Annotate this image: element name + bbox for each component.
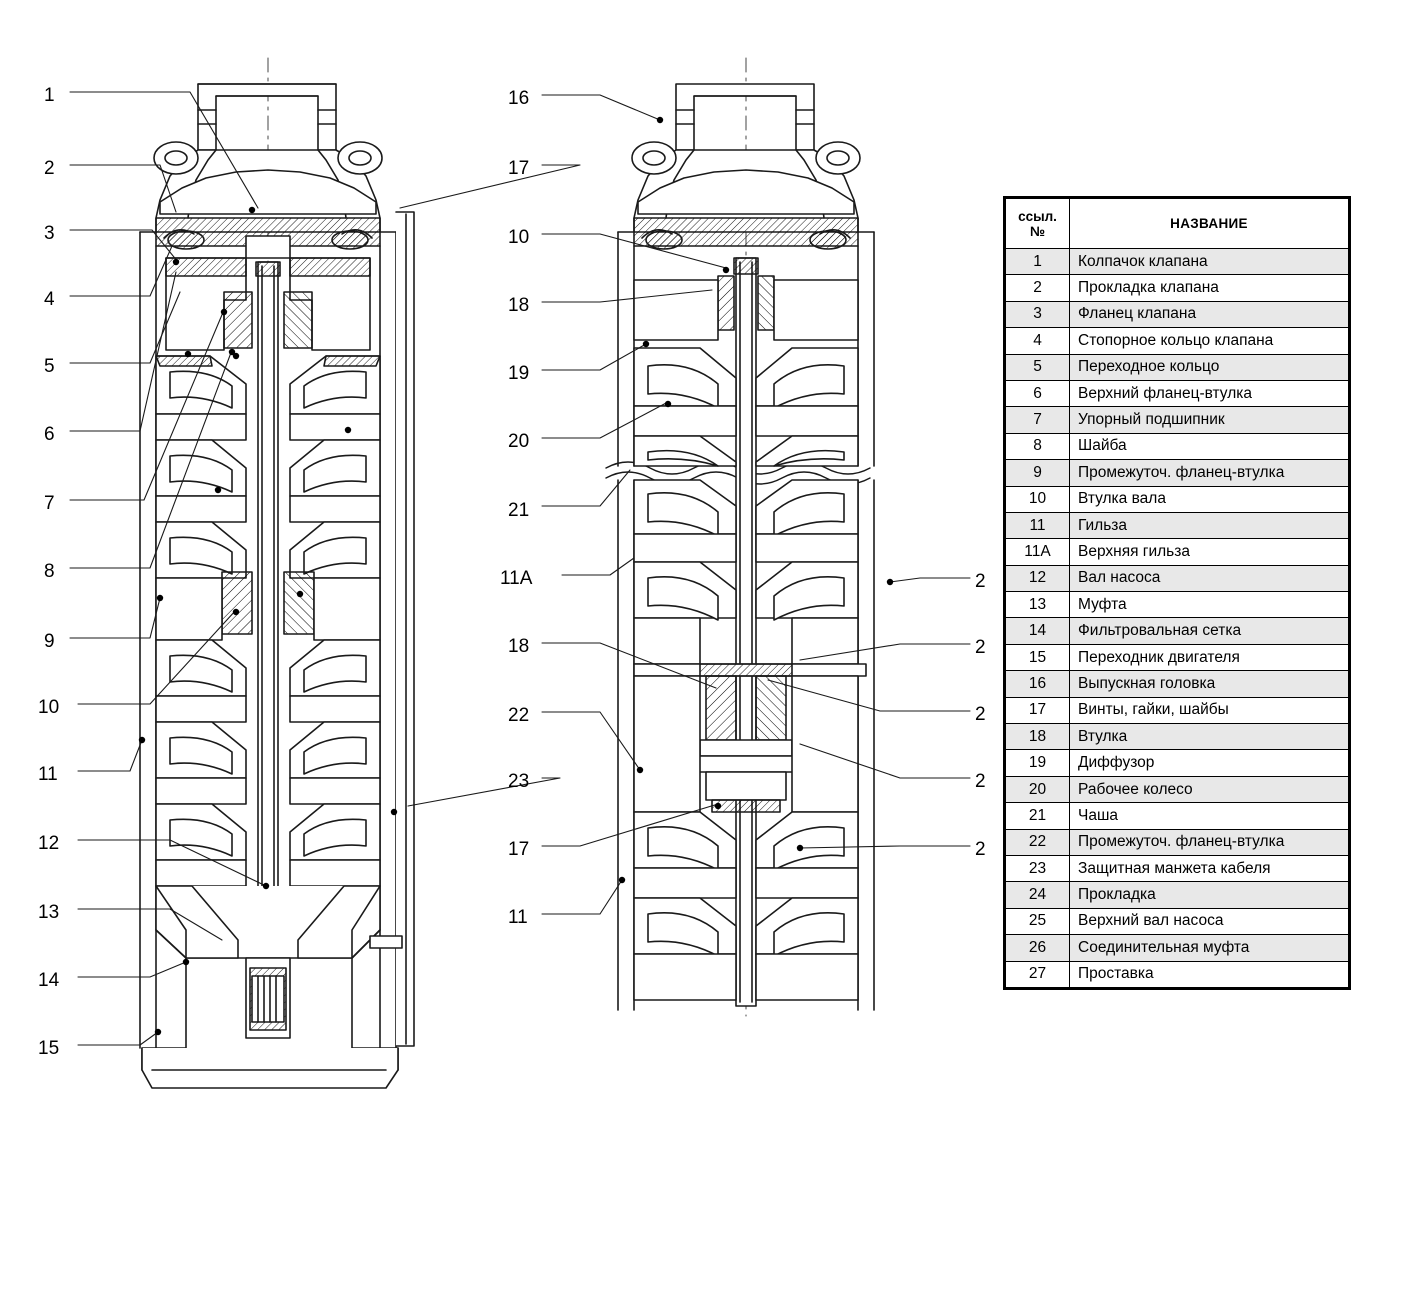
cell-name: Верхний фланец-втулка (1070, 380, 1349, 406)
cell-ref: 11А (1006, 539, 1070, 565)
cell-name: Прокладка клапана (1070, 275, 1349, 301)
callout-16: 16 (508, 88, 530, 109)
table-row (1006, 882, 1349, 908)
table-row (1006, 539, 1349, 565)
callout-10: 10 (38, 697, 60, 718)
cell-ref: 2 (1006, 275, 1070, 301)
callout-5: 5 (44, 356, 55, 377)
cell-ref: 17 (1006, 697, 1070, 723)
table-header-row (1006, 199, 1349, 249)
callout-right-3: 2 (975, 704, 986, 725)
callout-14: 14 (38, 970, 60, 991)
cell-ref: 11 (1006, 512, 1070, 538)
table-row (1006, 750, 1349, 776)
callout-17-low: 17 (508, 839, 530, 860)
callout-17-top: 17 (508, 158, 530, 179)
cell-name: Шайба (1070, 433, 1349, 459)
cell-name: Рабочее колесо (1070, 776, 1349, 802)
callout-2: 2 (44, 158, 55, 179)
cell-name: Муфта (1070, 592, 1349, 618)
table-row (1006, 433, 1349, 459)
table-row (1006, 275, 1349, 301)
cell-ref: 4 (1006, 328, 1070, 354)
table-row (1006, 644, 1349, 670)
cell-ref: 26 (1006, 935, 1070, 961)
cell-ref: 25 (1006, 908, 1070, 934)
table-row (1006, 460, 1349, 486)
table-row (1006, 829, 1349, 855)
callout-11: 11 (38, 764, 58, 785)
table-row (1006, 908, 1349, 934)
callout-right-2: 2 (975, 637, 986, 658)
header-ref (1006, 199, 1070, 249)
cell-ref: 14 (1006, 618, 1070, 644)
cell-name: Втулка вала (1070, 486, 1349, 512)
callout-19: 19 (508, 363, 530, 384)
cell-ref: 10 (1006, 486, 1070, 512)
callout-13: 13 (38, 902, 60, 923)
cell-ref: 23 (1006, 855, 1070, 881)
cell-ref: 9 (1006, 460, 1070, 486)
callout-1: 1 (44, 85, 55, 106)
cell-ref: 19 (1006, 750, 1070, 776)
cell-ref: 3 (1006, 301, 1070, 327)
callout-4: 4 (44, 289, 55, 310)
cell-ref: 7 (1006, 407, 1070, 433)
cell-name: Фильтровальная сетка (1070, 618, 1349, 644)
table-row (1006, 961, 1349, 987)
cell-ref: 15 (1006, 644, 1070, 670)
header-ref-line1: ссыл. (1018, 208, 1057, 224)
cell-name: Колпачок клапана (1070, 249, 1349, 275)
cell-ref: 12 (1006, 565, 1070, 591)
table-row (1006, 803, 1349, 829)
cell-name: Стопорное кольцо клапана (1070, 328, 1349, 354)
table-row (1006, 565, 1349, 591)
cell-name: Переходное кольцо (1070, 354, 1349, 380)
cell-name: Выпускная головка (1070, 671, 1349, 697)
cell-name: Переходник двигателя (1070, 644, 1349, 670)
parts-legend-table (1003, 196, 1351, 990)
cell-ref: 24 (1006, 882, 1070, 908)
callout-9: 9 (44, 631, 55, 652)
cell-ref: 5 (1006, 354, 1070, 380)
cell-name: Верхний вал насоса (1070, 908, 1349, 934)
table-row (1006, 328, 1349, 354)
table-row (1006, 301, 1349, 327)
table-row (1006, 354, 1349, 380)
cell-ref: 6 (1006, 380, 1070, 406)
cell-ref: 16 (1006, 671, 1070, 697)
callout-11-low: 11 (508, 907, 528, 928)
cell-name: Защитная манжета кабеля (1070, 855, 1349, 881)
cell-name: Промежуточ. фланец-втулка (1070, 829, 1349, 855)
callout-right-4: 2 (975, 771, 986, 792)
cell-name: Фланец клапана (1070, 301, 1349, 327)
table-row (1006, 380, 1349, 406)
cell-ref: 8 (1006, 433, 1070, 459)
table-row (1006, 671, 1349, 697)
cell-ref: 27 (1006, 961, 1070, 987)
cell-name: Упорный подшипник (1070, 407, 1349, 433)
callout-right-5: 2 (975, 839, 986, 860)
table-row (1006, 486, 1349, 512)
callout-21: 21 (508, 500, 530, 521)
cell-name: Диффузор (1070, 750, 1349, 776)
cell-name: Втулка (1070, 724, 1349, 750)
callout-18-top: 18 (508, 295, 530, 316)
table-row (1006, 724, 1349, 750)
table-row (1006, 592, 1349, 618)
table-row (1006, 776, 1349, 802)
callout-8: 8 (44, 561, 55, 582)
callout-15: 15 (38, 1038, 60, 1059)
callout-18-mid: 18 (508, 636, 530, 657)
cell-name: Верхняя гильза (1070, 539, 1349, 565)
header-ref-line2: № (1029, 223, 1046, 239)
callout-11a: 11A (500, 568, 533, 589)
callout-3: 3 (44, 223, 55, 244)
cell-name: Гильза (1070, 512, 1349, 538)
table-row (1006, 618, 1349, 644)
cell-name: Вал насоса (1070, 565, 1349, 591)
cell-ref: 21 (1006, 803, 1070, 829)
table-row (1006, 512, 1349, 538)
callout-right-1: 2 (975, 571, 986, 592)
callout-6: 6 (44, 424, 55, 445)
table-row (1006, 855, 1349, 881)
cell-ref: 22 (1006, 829, 1070, 855)
cell-name: Чаша (1070, 803, 1349, 829)
callout-23: 23 (508, 771, 530, 792)
cell-ref: 20 (1006, 776, 1070, 802)
callout-22: 22 (508, 705, 530, 726)
cell-name: Промежуточ. фланец-втулка (1070, 460, 1349, 486)
header-name: НАЗВАНИЕ (1070, 199, 1349, 249)
callout-20: 20 (508, 431, 530, 452)
callout-12: 12 (38, 833, 60, 854)
callout-7: 7 (44, 493, 55, 514)
callout-10-mid: 10 (508, 227, 530, 248)
table-row (1006, 935, 1349, 961)
cell-name: Прокладка (1070, 882, 1349, 908)
cell-name: Соединительная муфта (1070, 935, 1349, 961)
cell-name: Проставка (1070, 961, 1349, 987)
table-row (1006, 249, 1349, 275)
table-row (1006, 697, 1349, 723)
cell-ref: 13 (1006, 592, 1070, 618)
cell-ref: 18 (1006, 724, 1070, 750)
table-row (1006, 407, 1349, 433)
cell-name: Винты, гайки, шайбы (1070, 697, 1349, 723)
cell-ref: 1 (1006, 249, 1070, 275)
